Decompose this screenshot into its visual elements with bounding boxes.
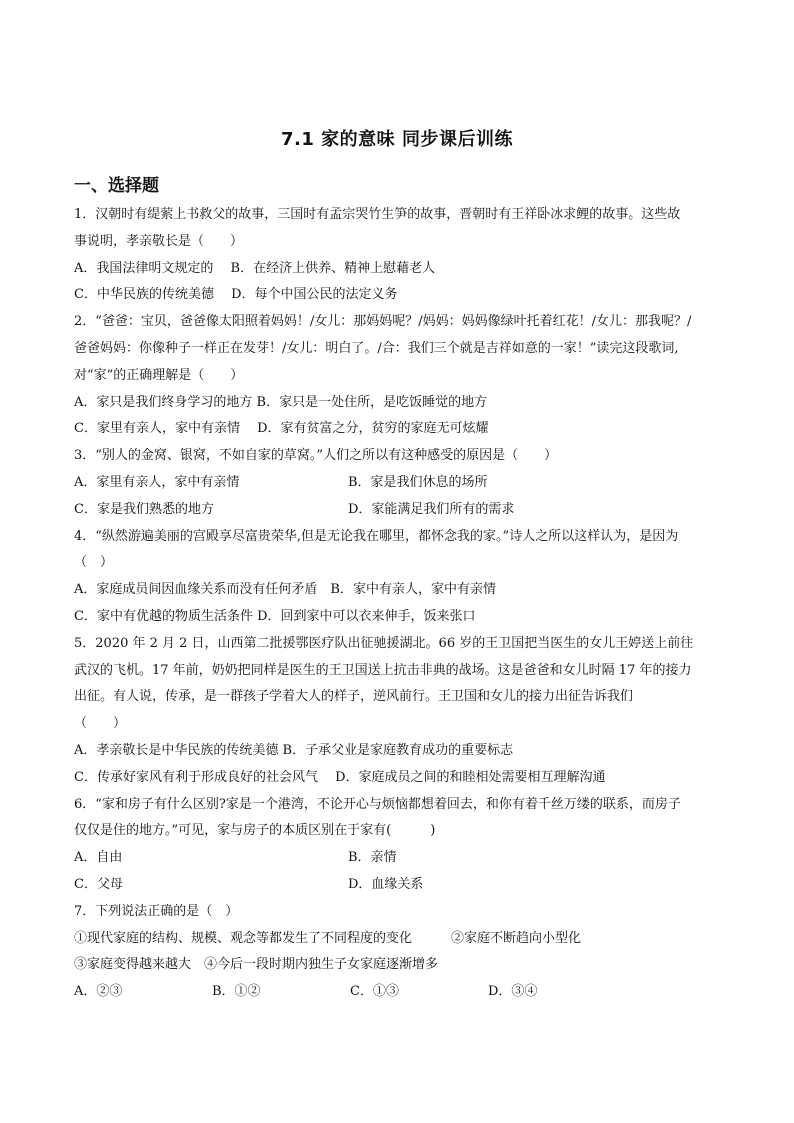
question-text: （ ） bbox=[74, 716, 127, 732]
statement-line: ①现代家庭的结构、规模、观念等都发生了不同程度的变化 ②家庭不断趋向小型化 bbox=[74, 930, 582, 946]
question-text: 6．“家和房子有什么区别?家是一个港湾，不论开心与烦恼都想着回去，和你有着千丝万缕的联系，而房子 bbox=[74, 796, 681, 812]
option-b: B．亲情 bbox=[348, 850, 397, 866]
question-text: 武汉的飞机。17 年前，奶奶把同样是医生的王卫国送上抗击非典的战场。这是爸爸和女儿时隔 17 年的接力 bbox=[74, 662, 692, 678]
option-line: A．家庭成员间因血缘关系而没有任何矛盾 B．家中有亲人，家中有亲情 bbox=[74, 582, 496, 598]
option-row bbox=[74, 979, 726, 1006]
question-text: 仅仅是住的地方。”可见，家与房子的本质区别在于家有( ) bbox=[74, 823, 436, 839]
option-row bbox=[74, 497, 726, 524]
question-text: 出征。有人说，传承，是一群孩子学着大人的样子，逆风前行。王卫国和女儿的接力出征告诉我们 bbox=[74, 689, 634, 705]
statement-line: ③家庭变得越来越大 ④今后一段时期内独生子女家庭逐渐增多 bbox=[74, 957, 439, 973]
question-text: 3．“别人的金窝、银窝，不如自家的草窝。”人们之所以有这种感受的原因是（ ） bbox=[74, 448, 558, 464]
page-title: 7.1 家的意味 同步课后训练 bbox=[281, 129, 513, 150]
option-line: C．家里有亲人，家中有亲情 D．家有贫富之分，贫穷的家庭无可炫耀 bbox=[74, 421, 489, 437]
option-c: C．父母 bbox=[74, 876, 123, 892]
option-line: C．传承好家风有利于形成良好的社会风气 D．家庭成员之间的和睦相处需要相互理解沟通 bbox=[74, 769, 606, 785]
option-c: C．家是我们熟悉的地方 bbox=[74, 501, 214, 517]
question-1 bbox=[74, 202, 726, 309]
question-text: 事说明，孝亲敬长是（ ） bbox=[74, 233, 244, 249]
option-a: A．自由 bbox=[74, 850, 123, 866]
option-a: A．②③ bbox=[74, 984, 123, 1000]
question-7 bbox=[74, 899, 726, 1006]
option-row bbox=[74, 470, 726, 497]
question-2 bbox=[74, 309, 726, 443]
option-row bbox=[74, 872, 726, 899]
option-row bbox=[74, 845, 726, 872]
question-text: （ ） bbox=[74, 555, 114, 571]
question-text: 5．2020 年 2 月 2 日，山西第二批援鄂医疗队出征驰援湖北。66 岁的王卫国把当医生的女儿王婷送上前往 bbox=[74, 635, 694, 651]
question-text: 7．下列说法正确的是（ ） bbox=[74, 903, 239, 919]
question-4 bbox=[74, 524, 726, 631]
option-d: D．血缘关系 bbox=[348, 876, 424, 892]
question-3 bbox=[74, 443, 726, 523]
question-6 bbox=[74, 792, 726, 899]
option-line: A．家只是我们终身学习的地方 B．家只是一处住所，是吃饭睡觉的地方 bbox=[74, 394, 488, 410]
option-b: B．①② bbox=[212, 984, 261, 1000]
option-line: A．孝亲敬长是中华民族的传统美德 B．子承父业是家庭教育成功的重要标志 bbox=[74, 742, 514, 758]
question-list bbox=[74, 202, 726, 1006]
question-text: 2．“爸爸：宝贝，爸爸像太阳照着妈妈！/女儿：那妈妈呢？/妈妈：妈妈像绿叶托着红花！/女儿：那我呢？/ bbox=[74, 314, 692, 330]
option-d: D．家能满足我们所有的需求 bbox=[348, 501, 515, 517]
option-line: A．我国法律明文规定的 B．在经济上供养、精神上慰藉老人 bbox=[74, 260, 436, 276]
section-heading: 一、选择题 bbox=[74, 176, 159, 196]
question-5 bbox=[74, 631, 726, 792]
question-text: 爸爸妈妈：你像种子一样正在发芽！/女儿：明白了。/合：我们三个就是吉祥如意的一家！”读完这段歌词, bbox=[74, 340, 679, 356]
option-a: A．家里有亲人，家中有亲情 bbox=[74, 474, 240, 490]
option-line: C．家中有优越的物质生活条件 D．回到家中可以衣来伸手，饭来张口 bbox=[74, 608, 476, 624]
option-line: C．中华民族的传统美德 D．每个中国公民的法定义务 bbox=[74, 287, 398, 303]
question-text: 1．汉朝时有缇萦上书救父的故事，三国时有孟宗哭竹生笋的故事，晋朝时有王祥卧冰求鲤的故事。这些故 bbox=[74, 207, 681, 222]
question-text: 对“家”的正确理解是（ ） bbox=[74, 367, 244, 383]
question-text: 4．“纵然游遍美丽的宫殿享尽富贵荣华,但是无论我在哪里，都怀念我的家。”诗人之所以这样认为，是因为 bbox=[74, 528, 679, 544]
option-c: C．①③ bbox=[350, 984, 399, 1000]
option-d: D．③④ bbox=[488, 984, 538, 1000]
option-b: B．家是我们休息的场所 bbox=[348, 474, 488, 490]
